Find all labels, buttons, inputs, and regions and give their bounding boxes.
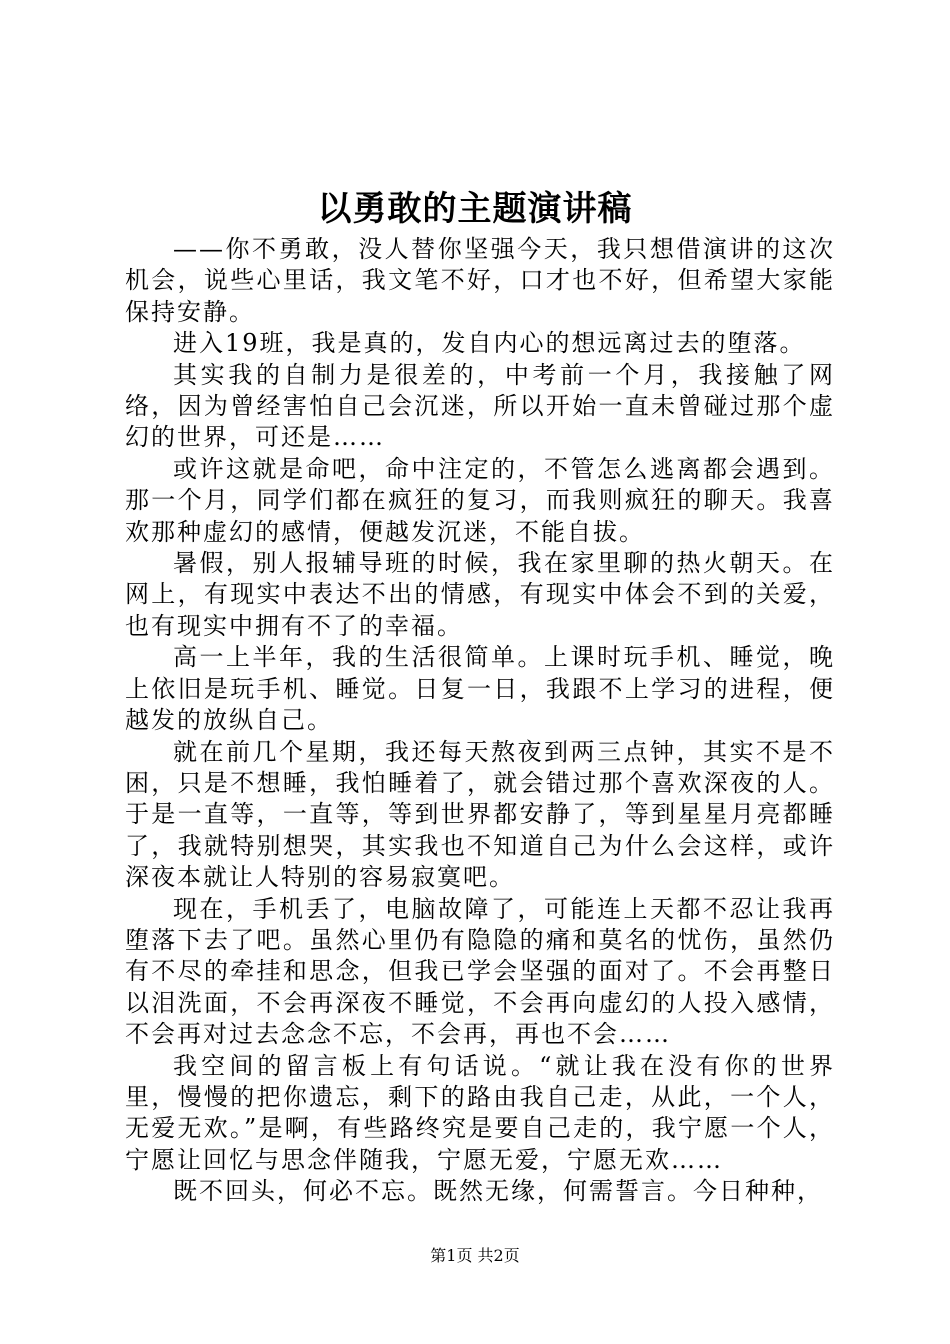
paragraph: 既不回头，何必不忘。既然无缘，何需誓言。今日种种，	[173, 1177, 823, 1206]
document-body	[125, 234, 835, 1208]
document-title: 以勇敢的主题演讲稿	[317, 189, 633, 229]
page-footer: 第1页 共2页	[430, 1246, 520, 1265]
paragraph: ——你不勇敢，没人替你坚强今天，我只想借演讲的这次机会，说些心里话，我文笔不好，口才也不好，但希望大家能保持安静。	[125, 235, 835, 326]
paragraph: 现在，手机丢了，电脑故障了，可能连上天都不忍让我再堕落下去了吧。虽然心里仍有隐隐的痛和莫名的忧伤，虽然仍有不尽的牵挂和思念，但我已学会坚强的面对了。不会再整日以泪洗面，不会再深夜不睡觉，不会再向虚幻的人投入感情，不会再对过去念念不忘，不会再，再也不会……	[125, 894, 835, 1049]
paragraph: 就在前几个星期，我还每天熬夜到两三点钟，其实不是不困，只是不想睡，我怕睡着了，就会错过那个喜欢深夜的人。于是一直等，一直等，等到世界都安静了，等到星星月亮都睡了，我就特别想哭，其实我也不知道自己为什么会这样，或许深夜本就让人特别的容易寂寞吧。	[125, 737, 835, 892]
paragraph: 进入19班，我是真的，发自内心的想远离过去的堕落。	[173, 329, 806, 358]
paragraph: 其实我的自制力是很差的，中考前一个月，我接触了网络，因为曾经害怕自己会沉迷，所以开始一直未曾碰过那个虚幻的世界，可还是……	[125, 360, 835, 452]
paragraph: 或许这就是命吧，命中注定的，不管怎么逃离都会遇到。那一个月，同学们都在疯狂的复习，而我则疯狂的聊天。我喜欢那种虚幻的感情，便越发沉迷，不能自拔。	[125, 454, 835, 546]
paragraph: 我空间的留言板上有句话说。“就让我在没有你的世界里，慢慢的把你遗忘，剩下的路由我自己走，从此，一个人，无爱无欢。”是啊，有些路终究是要自己走的，我宁愿一个人，宁愿让回忆与思念伴随我，宁愿无爱，宁愿无欢……	[125, 1051, 835, 1174]
paragraph: 暑假，别人报辅导班的时候，我在家里聊的热火朝天。在网上，有现实中表达不出的情感，有现实中体会不到的关爱，也有现实中拥有不了的幸福。	[125, 549, 835, 640]
paragraph: 高一上半年，我的生活很简单。上课时玩手机、睡觉，晚上依旧是玩手机、睡觉。日复一日，我跟不上学习的进程，便越发的放纵自己。	[125, 643, 835, 735]
